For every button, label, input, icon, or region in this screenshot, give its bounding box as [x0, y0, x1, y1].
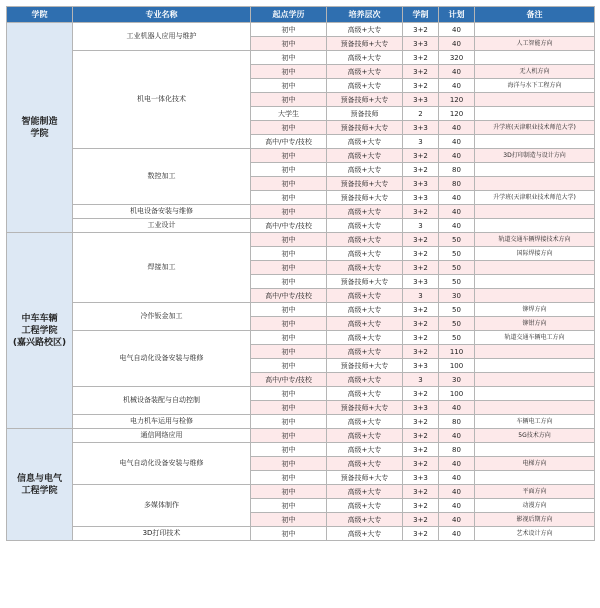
training-level-cell: 预备技师+大专 — [327, 275, 403, 289]
duration-cell: 3+2 — [403, 205, 439, 219]
training-level-cell: 高级+大专 — [327, 205, 403, 219]
entry-education-cell: 高中/中专/技校 — [251, 135, 327, 149]
entry-education-cell: 初中 — [251, 275, 327, 289]
header-college: 学院 — [7, 7, 73, 23]
plan-cell: 40 — [439, 23, 475, 37]
major-name-cell: 电力机车运用与检修 — [73, 415, 251, 429]
training-level-cell: 高级+大专 — [327, 415, 403, 429]
entry-education-cell: 初中 — [251, 261, 327, 275]
entry-education-cell: 初中 — [251, 247, 327, 261]
entry-education-cell: 初中 — [251, 485, 327, 499]
remarks-cell — [475, 51, 595, 65]
duration-cell: 3+2 — [403, 247, 439, 261]
table-row — [7, 485, 595, 499]
entry-education-cell: 初中 — [251, 205, 327, 219]
entry-education-cell: 初中 — [251, 429, 327, 443]
plan-cell: 80 — [439, 443, 475, 457]
training-level-cell: 高级+大专 — [327, 247, 403, 261]
major-name-cell: 数控加工 — [73, 149, 251, 205]
training-level-cell: 高级+大专 — [327, 373, 403, 387]
remarks-cell — [475, 163, 595, 177]
training-level-cell: 高级+大专 — [327, 345, 403, 359]
duration-cell: 3+2 — [403, 51, 439, 65]
entry-education-cell: 初中 — [251, 359, 327, 373]
remarks-cell — [475, 177, 595, 191]
entry-education-cell: 初中 — [251, 499, 327, 513]
plan-cell: 30 — [439, 289, 475, 303]
training-level-cell: 预备技师+大专 — [327, 121, 403, 135]
entry-education-cell: 初中 — [251, 317, 327, 331]
table-header-row — [7, 7, 595, 23]
duration-cell: 3+3 — [403, 37, 439, 51]
entry-education-cell: 初中 — [251, 345, 327, 359]
training-level-cell: 预备技师+大专 — [327, 359, 403, 373]
table-row — [7, 415, 595, 429]
remarks-cell — [475, 373, 595, 387]
table-row — [7, 303, 595, 317]
remarks-cell: 铆焊方向 — [475, 303, 595, 317]
duration-cell: 3+2 — [403, 65, 439, 79]
duration-cell: 3+3 — [403, 275, 439, 289]
training-level-cell: 预备技师+大专 — [327, 177, 403, 191]
entry-education-cell: 初中 — [251, 177, 327, 191]
plan-cell: 50 — [439, 275, 475, 289]
major-name-cell: 机械设备装配与自动控制 — [73, 387, 251, 415]
plan-cell: 40 — [439, 191, 475, 205]
remarks-cell: 电梯方向 — [475, 457, 595, 471]
duration-cell: 3+2 — [403, 331, 439, 345]
plan-cell: 40 — [439, 135, 475, 149]
duration-cell: 3+3 — [403, 93, 439, 107]
entry-education-cell: 高中/中专/技校 — [251, 289, 327, 303]
duration-cell: 3+2 — [403, 527, 439, 541]
training-level-cell: 高级+大专 — [327, 79, 403, 93]
training-level-cell: 高级+大专 — [327, 65, 403, 79]
plan-cell: 120 — [439, 93, 475, 107]
plan-cell: 50 — [439, 303, 475, 317]
plan-cell: 40 — [439, 149, 475, 163]
training-level-cell: 预备技师+大专 — [327, 37, 403, 51]
remarks-cell: 轨道交通车辆电工方向 — [475, 331, 595, 345]
training-level-cell: 高级+大专 — [327, 219, 403, 233]
duration-cell: 3+2 — [403, 499, 439, 513]
college-name-cell: 智能制造 学院 — [7, 23, 73, 233]
table-row — [7, 219, 595, 233]
duration-cell: 3+2 — [403, 429, 439, 443]
entry-education-cell: 初中 — [251, 513, 327, 527]
duration-cell: 3+2 — [403, 79, 439, 93]
remarks-cell — [475, 219, 595, 233]
duration-cell: 3+2 — [403, 345, 439, 359]
enrollment-plan-table — [6, 6, 595, 541]
plan-cell: 40 — [439, 457, 475, 471]
entry-education-cell: 大学生 — [251, 107, 327, 121]
plan-cell: 40 — [439, 219, 475, 233]
training-level-cell: 高级+大专 — [327, 387, 403, 401]
training-level-cell: 高级+大专 — [327, 527, 403, 541]
remarks-cell: 影视后期方向 — [475, 513, 595, 527]
training-level-cell: 高级+大专 — [327, 233, 403, 247]
duration-cell: 3+2 — [403, 387, 439, 401]
training-level-cell: 高级+大专 — [327, 149, 403, 163]
training-level-cell: 高级+大专 — [327, 261, 403, 275]
duration-cell: 3+3 — [403, 177, 439, 191]
major-name-cell: 工业机器人应用与维护 — [73, 23, 251, 51]
training-level-cell: 高级+大专 — [327, 51, 403, 65]
plan-cell: 50 — [439, 317, 475, 331]
major-name-cell: 工业设计 — [73, 219, 251, 233]
plan-cell: 40 — [439, 65, 475, 79]
remarks-cell — [475, 275, 595, 289]
header-entry-education: 起点学历 — [251, 7, 327, 23]
table-row — [7, 149, 595, 163]
entry-education-cell: 初中 — [251, 51, 327, 65]
training-level-cell: 高级+大专 — [327, 443, 403, 457]
training-level-cell: 高级+大专 — [327, 331, 403, 345]
training-level-cell: 预备技师+大专 — [327, 471, 403, 485]
plan-cell: 80 — [439, 177, 475, 191]
header-remarks: 备注 — [475, 7, 595, 23]
entry-education-cell: 初中 — [251, 527, 327, 541]
entry-education-cell: 初中 — [251, 387, 327, 401]
table-row — [7, 23, 595, 37]
training-level-cell: 高级+大专 — [327, 163, 403, 177]
duration-cell: 3+2 — [403, 443, 439, 457]
duration-cell: 3+2 — [403, 303, 439, 317]
entry-education-cell: 初中 — [251, 443, 327, 457]
remarks-cell: 3D打印制造与设计方向 — [475, 149, 595, 163]
remarks-cell: 车辆电工方向 — [475, 415, 595, 429]
duration-cell: 3+2 — [403, 485, 439, 499]
plan-cell: 120 — [439, 107, 475, 121]
entry-education-cell: 初中 — [251, 23, 327, 37]
duration-cell: 3+2 — [403, 513, 439, 527]
remarks-cell — [475, 387, 595, 401]
plan-cell: 100 — [439, 359, 475, 373]
plan-cell: 40 — [439, 429, 475, 443]
duration-cell: 3+3 — [403, 191, 439, 205]
plan-cell: 80 — [439, 163, 475, 177]
header-plan: 计划 — [439, 7, 475, 23]
entry-education-cell: 初中 — [251, 415, 327, 429]
training-level-cell: 预备技师+大专 — [327, 401, 403, 415]
training-level-cell: 高级+大专 — [327, 289, 403, 303]
remarks-cell: 轨道交通车辆焊接技术方向 — [475, 233, 595, 247]
duration-cell: 3+2 — [403, 23, 439, 37]
plan-cell: 110 — [439, 345, 475, 359]
remarks-cell: 动漫方向 — [475, 499, 595, 513]
plan-cell: 50 — [439, 261, 475, 275]
remarks-cell — [475, 443, 595, 457]
entry-education-cell: 初中 — [251, 457, 327, 471]
entry-education-cell: 初中 — [251, 79, 327, 93]
duration-cell: 3 — [403, 219, 439, 233]
duration-cell: 3+2 — [403, 317, 439, 331]
remarks-cell — [475, 289, 595, 303]
enrollment-plan-table-container — [6, 6, 594, 541]
plan-cell: 40 — [439, 485, 475, 499]
training-level-cell: 高级+大专 — [327, 485, 403, 499]
duration-cell: 3+3 — [403, 471, 439, 485]
header-major: 专业名称 — [73, 7, 251, 23]
duration-cell: 3+2 — [403, 261, 439, 275]
duration-cell: 3 — [403, 289, 439, 303]
major-name-cell: 冷作钣金加工 — [73, 303, 251, 331]
table-row — [7, 205, 595, 219]
major-name-cell: 3D打印技术 — [73, 527, 251, 541]
plan-cell: 50 — [439, 247, 475, 261]
table-body — [7, 23, 595, 541]
plan-cell: 80 — [439, 415, 475, 429]
remarks-cell: 人工智能方向 — [475, 37, 595, 51]
duration-cell: 3+3 — [403, 401, 439, 415]
entry-education-cell: 高中/中专/技校 — [251, 373, 327, 387]
major-name-cell: 焊接加工 — [73, 233, 251, 303]
training-level-cell: 高级+大专 — [327, 457, 403, 471]
major-name-cell: 电气自动化设备安装与维修 — [73, 331, 251, 387]
remarks-cell — [475, 23, 595, 37]
college-name-cell: 中车车辆 工程学院 (嘉兴路校区) — [7, 233, 73, 429]
plan-cell: 50 — [439, 233, 475, 247]
plan-cell: 40 — [439, 527, 475, 541]
duration-cell: 3+2 — [403, 163, 439, 177]
header-duration: 学制 — [403, 7, 439, 23]
entry-education-cell: 初中 — [251, 65, 327, 79]
plan-cell: 30 — [439, 373, 475, 387]
table-row — [7, 387, 595, 401]
major-name-cell: 电气自动化设备安装与维修 — [73, 443, 251, 485]
major-name-cell: 机电一体化技术 — [73, 51, 251, 149]
remarks-cell — [475, 107, 595, 121]
plan-cell: 100 — [439, 387, 475, 401]
remarks-cell — [475, 93, 595, 107]
plan-cell: 40 — [439, 121, 475, 135]
college-name-cell: 信息与电气 工程学院 — [7, 429, 73, 541]
remarks-cell — [475, 471, 595, 485]
remarks-cell — [475, 401, 595, 415]
entry-education-cell: 初中 — [251, 331, 327, 345]
plan-cell: 50 — [439, 331, 475, 345]
table-row — [7, 233, 595, 247]
remarks-cell: 升学班(天津职业技术师范大学) — [475, 191, 595, 205]
entry-education-cell: 初中 — [251, 471, 327, 485]
entry-education-cell: 高中/中专/技校 — [251, 219, 327, 233]
table-row — [7, 429, 595, 443]
major-name-cell: 多媒体制作 — [73, 485, 251, 527]
entry-education-cell: 初中 — [251, 121, 327, 135]
remarks-cell: 平面方向 — [475, 485, 595, 499]
entry-education-cell: 初中 — [251, 401, 327, 415]
plan-cell: 40 — [439, 205, 475, 219]
major-name-cell: 通信网络应用 — [73, 429, 251, 443]
major-name-cell: 机电设备安装与维修 — [73, 205, 251, 219]
plan-cell: 320 — [439, 51, 475, 65]
duration-cell: 3+2 — [403, 457, 439, 471]
table-row — [7, 331, 595, 345]
remarks-cell — [475, 205, 595, 219]
entry-education-cell: 初中 — [251, 93, 327, 107]
remarks-cell — [475, 345, 595, 359]
plan-cell: 40 — [439, 37, 475, 51]
header-training-level: 培养层次 — [327, 7, 403, 23]
training-level-cell: 高级+大专 — [327, 429, 403, 443]
duration-cell: 3 — [403, 135, 439, 149]
remarks-cell: 升学班(天津职业技术师范大学) — [475, 121, 595, 135]
entry-education-cell: 初中 — [251, 37, 327, 51]
plan-cell: 40 — [439, 401, 475, 415]
entry-education-cell: 初中 — [251, 163, 327, 177]
duration-cell: 3+2 — [403, 149, 439, 163]
training-level-cell: 高级+大专 — [327, 317, 403, 331]
training-level-cell: 高级+大专 — [327, 23, 403, 37]
entry-education-cell: 初中 — [251, 191, 327, 205]
remarks-cell: 国际焊接方向 — [475, 247, 595, 261]
table-row — [7, 443, 595, 457]
table-row — [7, 51, 595, 65]
remarks-cell — [475, 359, 595, 373]
training-level-cell: 预备技师+大专 — [327, 93, 403, 107]
remarks-cell: 艺术设计方向 — [475, 527, 595, 541]
training-level-cell: 预备技师 — [327, 107, 403, 121]
remarks-cell — [475, 135, 595, 149]
plan-cell: 40 — [439, 79, 475, 93]
entry-education-cell: 初中 — [251, 233, 327, 247]
remarks-cell: 无人机方向 — [475, 65, 595, 79]
plan-cell: 40 — [439, 499, 475, 513]
plan-cell: 40 — [439, 513, 475, 527]
training-level-cell: 高级+大专 — [327, 135, 403, 149]
training-level-cell: 高级+大专 — [327, 499, 403, 513]
table-row — [7, 527, 595, 541]
duration-cell: 3 — [403, 373, 439, 387]
entry-education-cell: 初中 — [251, 149, 327, 163]
training-level-cell: 预备技师+大专 — [327, 191, 403, 205]
remarks-cell: 5G技术方向 — [475, 429, 595, 443]
entry-education-cell: 初中 — [251, 303, 327, 317]
training-level-cell: 高级+大专 — [327, 513, 403, 527]
duration-cell: 2 — [403, 107, 439, 121]
training-level-cell: 高级+大专 — [327, 303, 403, 317]
duration-cell: 3+2 — [403, 415, 439, 429]
remarks-cell — [475, 261, 595, 275]
duration-cell: 3+3 — [403, 121, 439, 135]
duration-cell: 3+2 — [403, 233, 439, 247]
plan-cell: 40 — [439, 471, 475, 485]
remarks-cell: 铆钳方向 — [475, 317, 595, 331]
remarks-cell: 海洋与水下工程方向 — [475, 79, 595, 93]
duration-cell: 3+3 — [403, 359, 439, 373]
